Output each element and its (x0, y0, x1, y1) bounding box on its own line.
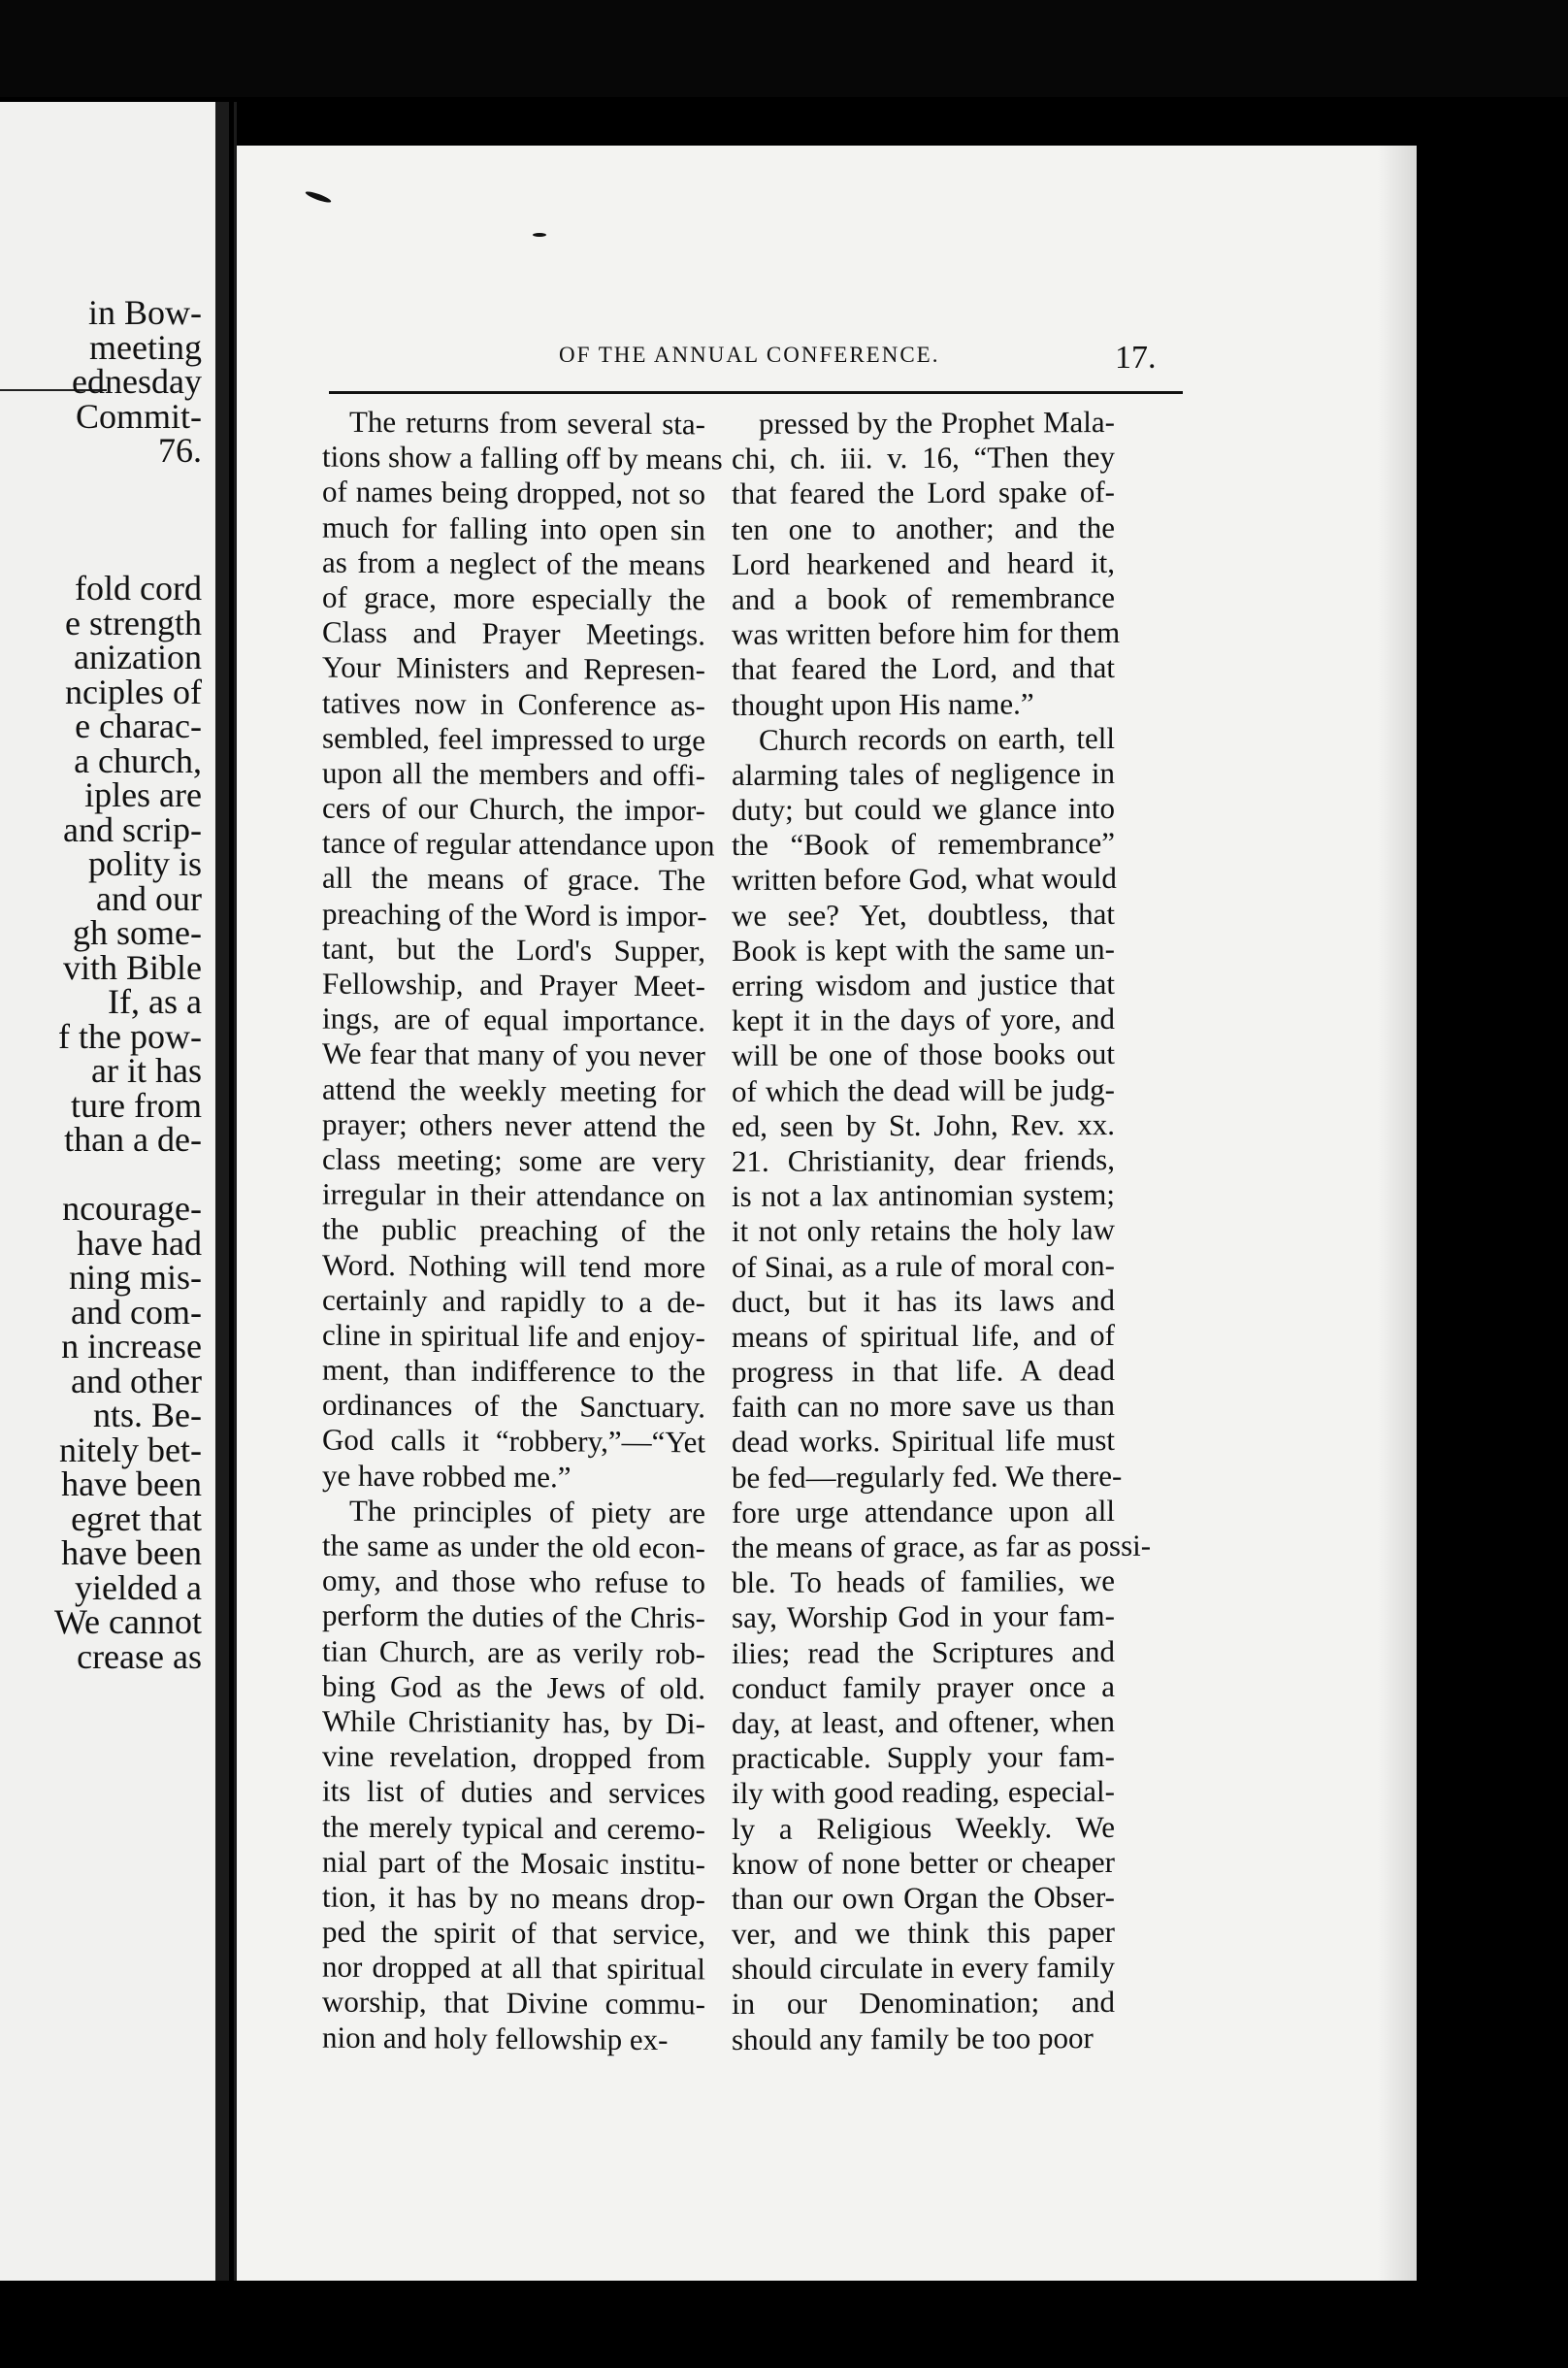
text-line: of Sinai, as a rule of moral con- (732, 1247, 1115, 1284)
text-line: The returns from several sta- (349, 404, 705, 442)
left-page-line: and other (71, 1361, 202, 1400)
text-line: and a book of remembrance (732, 579, 1115, 616)
text-line: should circulate in every family (732, 1950, 1115, 1987)
text-line: perform the duties of the Chris- (322, 1597, 705, 1635)
header-rule (329, 391, 1183, 394)
text-line: Class and Prayer Meetings. (322, 614, 705, 652)
text-line: in our Denomination; and (732, 1985, 1115, 2022)
text-line: duty; but could we glance into (732, 791, 1115, 828)
text-line: certainly and rapidly to a de- (322, 1282, 705, 1320)
text-line: irregular in their attendance on (322, 1176, 705, 1214)
text-line: that feared the Lord spake of- (732, 475, 1115, 511)
text-line: should any family be too poor (732, 2020, 1094, 2056)
text-line: written before God, what would (732, 861, 1117, 898)
text-line: omy, and those who refuse to (322, 1562, 705, 1600)
text-line: Lord hearkened and heard it, (732, 544, 1115, 581)
text-line: as from a neglect of the means (322, 544, 705, 582)
left-page-line: anization (74, 638, 202, 676)
right-text-column (732, 404, 1152, 2057)
text-line: ped the spirit of that service, (322, 1914, 705, 1952)
text-line: ordinances of the Sanctuary. (322, 1387, 705, 1425)
text-line: tions show a falling off by means (322, 439, 723, 477)
left-page-line: e strength (65, 603, 202, 642)
running-head: OF THE ANNUAL CONFERENCE. (559, 343, 940, 367)
left-page-line: ednesday (72, 362, 202, 401)
text-line: We fear that many of you never (322, 1036, 705, 1073)
page-edge-shadow (1378, 146, 1417, 2295)
left-page-line: n increase (61, 1327, 202, 1365)
text-line: Word. Nothing will tend more (322, 1247, 705, 1284)
left-page-line: 76. (158, 431, 202, 470)
left-page-line: and scrip- (63, 809, 202, 849)
left-page-line: If, as a (108, 982, 202, 1021)
text-line: chi, ch. iii. v. 16, “Then they (732, 440, 1115, 477)
text-line: is not a lax antinomian system; (732, 1177, 1115, 1214)
text-line: Church records on earth, tell (759, 720, 1115, 757)
text-line: attend the weekly meeting for (322, 1071, 705, 1108)
text-line: ly a Religious Weekly. We (732, 1809, 1115, 1846)
text-line: sembled, feel impressed to urge (322, 720, 705, 758)
text-line: nor dropped at all that spiritual (322, 1949, 705, 1987)
text-line: the means of grace, as far as possi- (732, 1528, 1152, 1565)
text-line: the same as under the old econ- (322, 1528, 705, 1565)
text-line: ilies; read the Scriptures and (732, 1633, 1115, 1670)
text-line: tatives now in Conference as- (322, 685, 705, 722)
text-line: practicable. Supply your fam- (732, 1739, 1115, 1776)
text-line: tant, but the Lord's Supper, (322, 931, 705, 969)
text-line: ver, and we think this paper (732, 1915, 1115, 1952)
text-line: bing God as the Jews of old. (322, 1668, 705, 1706)
text-line: be fed—regularly fed. We there- (732, 1458, 1123, 1495)
text-line: of which the dead will be judg- (732, 1071, 1115, 1108)
left-page-line: have been (61, 1464, 202, 1503)
text-line: dead works. Spiritual life must (732, 1423, 1115, 1460)
text-line: of grace, more especially the (322, 579, 705, 617)
text-line: say, Worship God in your fam- (732, 1598, 1115, 1635)
text-line: cers of our Church, the impor- (322, 790, 705, 828)
left-page-line: meeting (89, 327, 202, 367)
left-page-line: iples are (84, 775, 202, 814)
text-line: all the means of grace. The (322, 861, 705, 898)
left-page-line: have had (77, 1223, 202, 1263)
gutter-shadow (229, 102, 234, 2281)
text-line: the “Book of remembrance” (732, 826, 1115, 863)
text-line: kept it in the days of yore, and (732, 1002, 1115, 1038)
left-page-line: ning mis- (68, 1258, 202, 1297)
text-line: will be one of those books out (732, 1036, 1115, 1073)
scan-top-border (0, 0, 1568, 97)
left-page-line: e charac- (75, 707, 202, 745)
text-line: ings, are of equal importance. (322, 1001, 705, 1038)
text-line: than our own Organ the Obser- (732, 1879, 1115, 1916)
left-page-line: ture from (71, 1085, 202, 1125)
text-line: 21. Christianity, dear friends, (732, 1141, 1115, 1178)
left-page-line: We cannot (53, 1602, 202, 1641)
text-line: ment, than indifference to the (322, 1352, 705, 1390)
text-line: fore urge attendance upon all (732, 1493, 1115, 1529)
text-line: we see? Yet, doubtless, that (732, 896, 1115, 933)
left-page-line: have been (61, 1533, 202, 1572)
left-page-line: and com- (71, 1292, 202, 1332)
left-page-line: ncourage- (62, 1189, 202, 1228)
text-line: nial part of the Mosaic institu- (322, 1844, 705, 1882)
text-line: alarming tales of negligence in (732, 755, 1115, 792)
text-line: preaching of the Word is impor- (322, 896, 707, 934)
page-number: 17. (1115, 340, 1157, 376)
text-line: ble. To heads of families, we (732, 1563, 1115, 1600)
left-page-line: Commit- (75, 396, 202, 436)
text-line: Fellowship, and Prayer Meet- (322, 966, 705, 1003)
left-page-line: and our (96, 878, 202, 918)
text-line: conduct family prayer once a (732, 1668, 1115, 1705)
left-page-fragment (0, 102, 215, 2281)
text-line: the public preaching of the (322, 1211, 705, 1249)
text-line: nion and holy fellowship ex- (322, 2020, 669, 2056)
text-line: prayer; others never attend the (322, 1106, 705, 1144)
text-line: tion, it has by no means drop- (322, 1879, 705, 1917)
text-line: the merely typical and ceremo- (322, 1809, 705, 1846)
text-line: ily with good reading, especial- (732, 1774, 1115, 1811)
text-line: duct, but it has its laws and (732, 1282, 1115, 1319)
left-page-line: crease as (77, 1636, 202, 1676)
text-line: cline in spiritual life and enjoy- (322, 1317, 705, 1355)
left-page-line: vith Bible (63, 947, 202, 987)
left-text-column (322, 404, 723, 2058)
left-page-line: nitely bet- (59, 1430, 202, 1469)
ink-mark (533, 233, 546, 237)
text-line: Your Ministers and Represen- (322, 649, 705, 687)
text-line: day, at least, and oftener, when (732, 1703, 1115, 1740)
text-line: ten one to another; and the (732, 510, 1115, 546)
text-line: its list of duties and services (322, 1773, 705, 1811)
scan-bottom-border (0, 2281, 1568, 2368)
left-page-line: nciples of (65, 672, 202, 711)
text-line: thought upon His name.” (732, 685, 1034, 722)
text-line: faith can no more save us than (732, 1388, 1115, 1425)
text-line: upon all the members and offi- (322, 755, 705, 793)
left-page-line: gh some- (73, 913, 202, 952)
text-line: class meeting; some are very (322, 1141, 705, 1179)
text-line: progress in that life. A dead (732, 1353, 1115, 1390)
left-page-line: f the pow- (58, 1016, 202, 1056)
right-page (237, 146, 1417, 2295)
left-page-line: egret that (71, 1498, 202, 1538)
text-line: was written before him for them (732, 615, 1121, 652)
text-line: ye have robbed me.” (322, 1458, 572, 1495)
text-line: ed, seen by St. John, Rev. xx. (732, 1106, 1115, 1143)
text-line: know of none better or cheaper (732, 1844, 1115, 1881)
text-line: The principles of piety are (349, 1493, 705, 1530)
left-page-line: in Bow- (88, 293, 202, 332)
text-line: Book is kept with the same un- (732, 931, 1115, 968)
left-page-line: polity is (87, 844, 202, 883)
text-line: God calls it “robbery,”—“Yet (322, 1423, 705, 1460)
text-line: While Christianity has, by Di- (322, 1703, 705, 1741)
left-page-line: nts. Be- (93, 1396, 202, 1434)
text-line: tance of regular attendance upon (322, 825, 715, 863)
left-page-line: yielded a (75, 1567, 202, 1607)
text-line: of names being dropped, not so (322, 474, 705, 511)
left-page-line: ar it has (91, 1051, 202, 1090)
text-line: erring wisdom and justice that (732, 966, 1115, 1003)
left-page-line: a church, (74, 740, 202, 780)
left-page-line: fold cord (75, 569, 202, 608)
text-line: that feared the Lord, and that (732, 650, 1115, 687)
text-line: tian Church, are as verily rob- (322, 1633, 705, 1670)
text-line: vine revelation, dropped from (322, 1738, 705, 1776)
text-line: pressed by the Prophet Mala- (759, 404, 1115, 441)
text-line: it not only retains the holy law (732, 1212, 1115, 1249)
ink-mark (305, 189, 332, 204)
text-line: much for falling into open sin (322, 510, 705, 546)
text-line: means of spiritual life, and of (732, 1317, 1115, 1354)
text-line: worship, that Divine commu- (322, 1985, 705, 2022)
left-page-line: than a de- (64, 1120, 202, 1159)
